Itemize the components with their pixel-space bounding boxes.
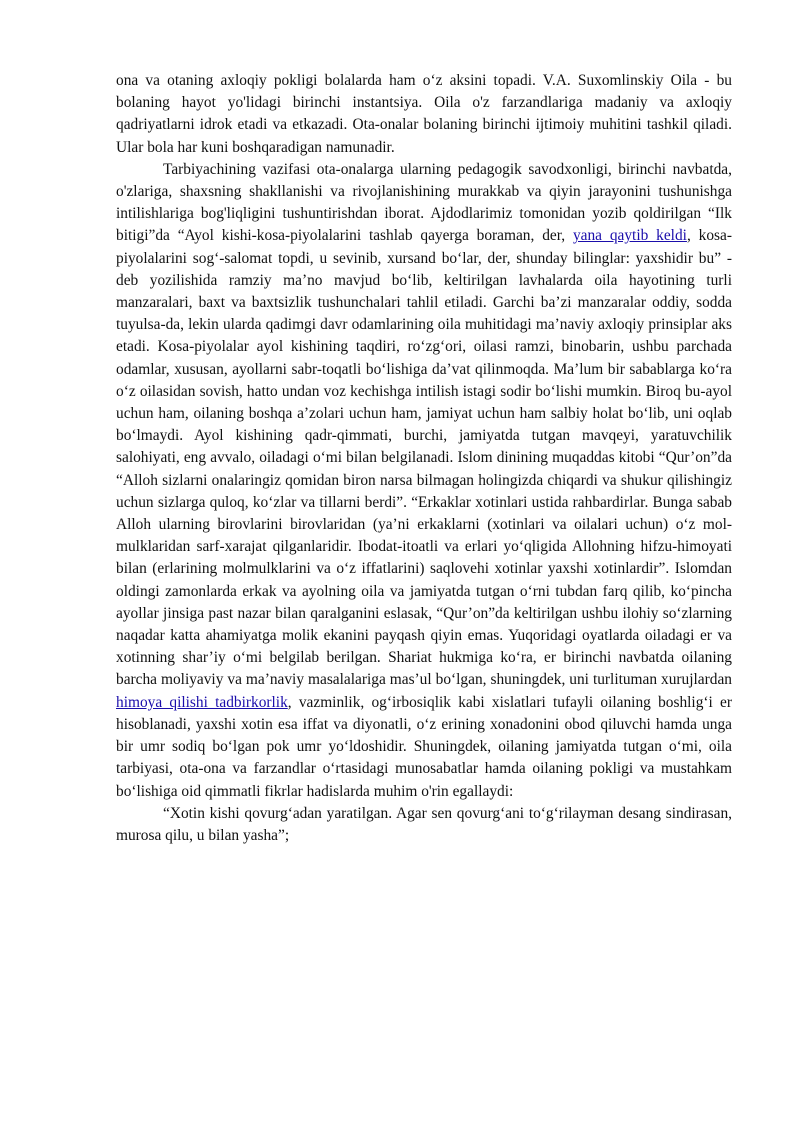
document-page xyxy=(116,70,732,847)
paragraph-3: “Xotin kishi qovurg‘adan yaratilgan. Agar sen qovurg‘ani to‘g‘rilayman desang sindirasan, murosa qilu, u bilan yasha”; xyxy=(116,804,732,844)
paragraph-2-text-2: , kosa-piyolalarini sog‘-salomat topdi, u sevinib, xursand bo‘lar, der, shunday bilinglar: yaxshidir bu” - deb yozilishida ramziy ma’no mavjud bo‘lib, keltirilgan lavhalarda oila hayotining turli manzaralari, baxt va baxtsizlik tushunchalari tahlil etiladi. Garchi ba’zi manzaralar oddiy, sodda tuyulsa-da, lekin ularda qadimgi davr odamlarining oila muhitidagi ma’naviy axloqiy prinsiplar aks etadi. Kosa-piyolalar ayol kishining taqdiri, ro‘zg‘ori, oilasi ramzi, binobarin, ushbu parchada odamlar, xususan, ayollarni sabr-toqatli bo‘lishiga da’vat qilinmoqda. Ma’lum bir sabablarga ko‘ra o‘z oilasidan sovish, hatto undan voz kechishga intilish istagi sodir bo‘lishi mumkin. Biroq bu-ayol uchun ham, oilaning boshqa a’zolari uchun ham, jamiyat uchun ham salbiy holat bo‘lib, uni oqlab bo‘lmaydi. Ayol kishining qadr-qimmati, burchi, jamiyatda tutgan mavqeyi, yaratuvchilik salohiyati, eng avvalo, oiladagi o‘mi bilan belgilanadi. Islom dinining muqaddas kitobi “Qur’on”da “Alloh sizlarni onalaringiz qomidan biron narsa bilmagan holingizda chiqardi va shukur qilishingiz uchun sizlarga quloq, ko‘zlar va tillarni berdi”. “Erkaklar xotinlari ustida rahbardirlar. Bunga sabab Alloh ularning birovlarini birovlaridan (ya’ni erkaklarni (xotinlari va oilalari uchun) o‘z mol-mulklaridan sarf-xarajat qilganlaridir. Ibodat-itoatli va erlari yo‘qligida Allohning hifzu-himoyati bilan (erlarining molmulklarini va o‘z iffatlarini) saqlovehi xotinlar yaxshi xotinlardir”. Islomdan oldingi zamonlarda erkak va ayolning oila va jamiyatda tutgan o‘rni tubdan farq qilib, ko‘pincha ayollar jinsiga past nazar bilan qaralganini eslasak, “Qur’on”da keltirilgan ushbu ilohiy so‘zlarning naqadar katta ahamiyatga molik ekanini payqash qiyin emas. Yuqoridagi oyatlarda oiladagi er va xotinning shar’iy o‘mi belgilab berilgan. Shariat hukmiga ko‘ra, er birinchi navbatda oilaning barcha moliyaviy va ma’naviy masalalariga mas’ul bo‘lgan, shuningdek, uni turlituman xurujlardan xyxy=(116,227,732,689)
paragraph-2 xyxy=(116,159,732,803)
paragraph-2-text-1: Tarbiyachining vazifasi ota-onalarga ularning pedagogik savodxonligi, birinchi navbatda, o'zlariga, shaxsning shakllanishi va rivojlanishining murakkab va qiyin jarayonini tushunishga intilishlariga bog'liqligini tushuntirishdan iborat. Ajdodlarimiz tomonidan yozib qoldirilgan “Ilk bitigi”da “Ayol kishi-kosa-piyolalarini tashlab qayerga boraman, der, xyxy=(116,160,732,245)
link-yana-qaytib-keldi[interactable]: yana qaytib keldi xyxy=(572,227,687,245)
paragraph-1: ona va otaning axloqiy pokligi bolalarda ham o‘z aksini topadi. V.A. Suxomlinskiy Oila - bu bolaning hayot yo'lidagi birinchi instantsiya. Oila o'z farzandlariga madaniy va axloqiy qadriyatlarni idrok etadi va etkazadi. Ota-onalar bolaning birinchi ijtimoiy muhitini tashkil qiladi. Ular bola har kuni boshqaradigan namunadir. xyxy=(116,72,732,156)
link-himoya-qilishi-tadbirkorlik[interactable]: himoya qilishi tadbirkorlik xyxy=(116,693,288,711)
paragraph-2-text-3: , vazminlik, og‘irbosiqlik kabi xislatlari tufayli oilaning boshlig‘i er hisoblanadi, yaxshi xotin esa iffat va diyonatli, o‘z erining xonadonini obod qiluvchi hamda unga bir umr sodiq bo‘lgan pok umr yo‘ldoshidir. Shuningdek, oilaning jamiyatda tutgan o‘mi, oila tarbiyasi, ota-ona va farzandlar o‘rtasidagi munosabatlar hamda oilaning pokligi va mustahkam bo‘lishiga oid qimmatli fikrlar hadislarda muhim o'rin egallaydi: xyxy=(116,693,732,800)
